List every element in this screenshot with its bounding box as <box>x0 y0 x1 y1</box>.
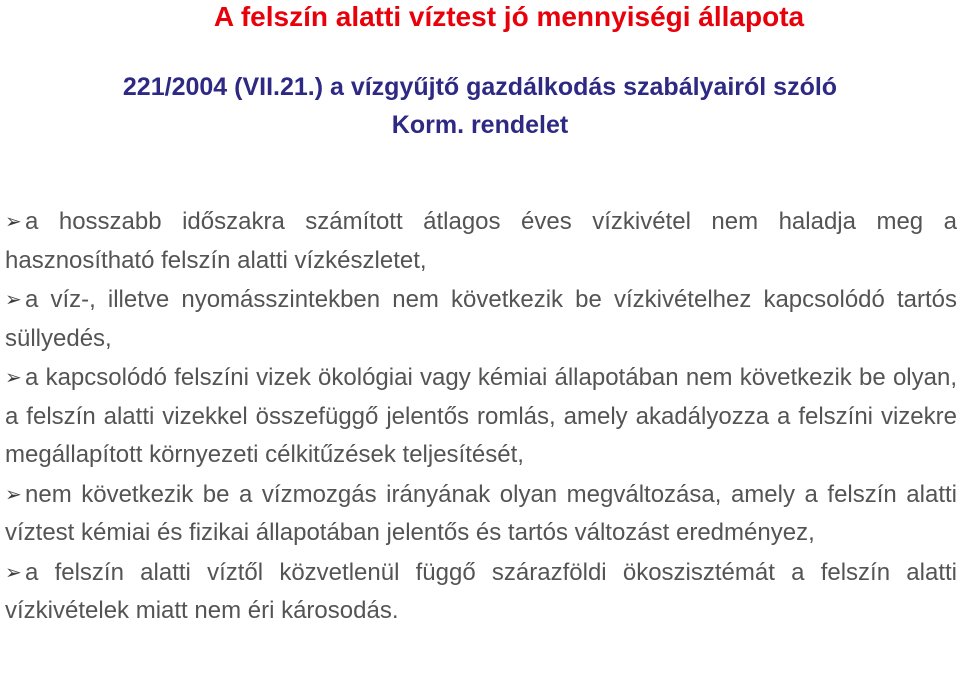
list-item-text: a felszín alatti víztől közvetlenül függő szárazföldi ökoszisztémát a felszín alatti vízkivételek miatt nem éri károsodás. <box>5 558 957 624</box>
list-item <box>5 280 957 358</box>
arrow-bullet-icon: ➢ <box>5 209 22 233</box>
list-item-text: nem következik be a vízmozgás irányának olyan megváltozása, amely a felszín alatti víztest kémiai és fizikai állapotában jelentős és tartós változást eredményez, <box>5 480 957 546</box>
list-item <box>5 475 957 553</box>
list-item <box>5 358 957 475</box>
list-item-text: a kapcsolódó felszíni vizek ökológiai vagy kémiai állapotában nem következik be olyan, a felszín alatti vizekkel összefüggő jelentős romlás, amely akadályozza a felszíni vizekre megállapított környezeti célkitűzések teljesítését, <box>5 364 957 468</box>
regulation-reference-line-1: 221/2004 (VII.21.) a vízgyűjtő gazdálkodás szabályairól szóló <box>122 73 838 101</box>
regulation-reference-line-2: Korm. rendelet <box>391 111 569 139</box>
arrow-bullet-icon: ➢ <box>5 559 22 584</box>
list-item <box>5 202 957 280</box>
criteria-list <box>5 202 957 631</box>
slide-title: A felszín alatti víztest jó mennyiségi állapota <box>213 1 805 32</box>
list-item-text: a víz-, illetve nyomásszintekben nem következik be vízkivételhez kapcsolódó tartós süllyedés, <box>5 286 957 352</box>
list-item <box>5 553 957 631</box>
arrow-bullet-icon: ➢ <box>5 287 22 311</box>
regulation-reference <box>0 68 960 144</box>
arrow-bullet-icon: ➢ <box>5 481 22 506</box>
arrow-bullet-icon: ➢ <box>5 365 22 389</box>
list-item-text: a hosszabb időszakra számított átlagos éves vízkivétel nem haladja meg a hasznosítható felszín alatti vízkészletet, <box>5 208 957 274</box>
